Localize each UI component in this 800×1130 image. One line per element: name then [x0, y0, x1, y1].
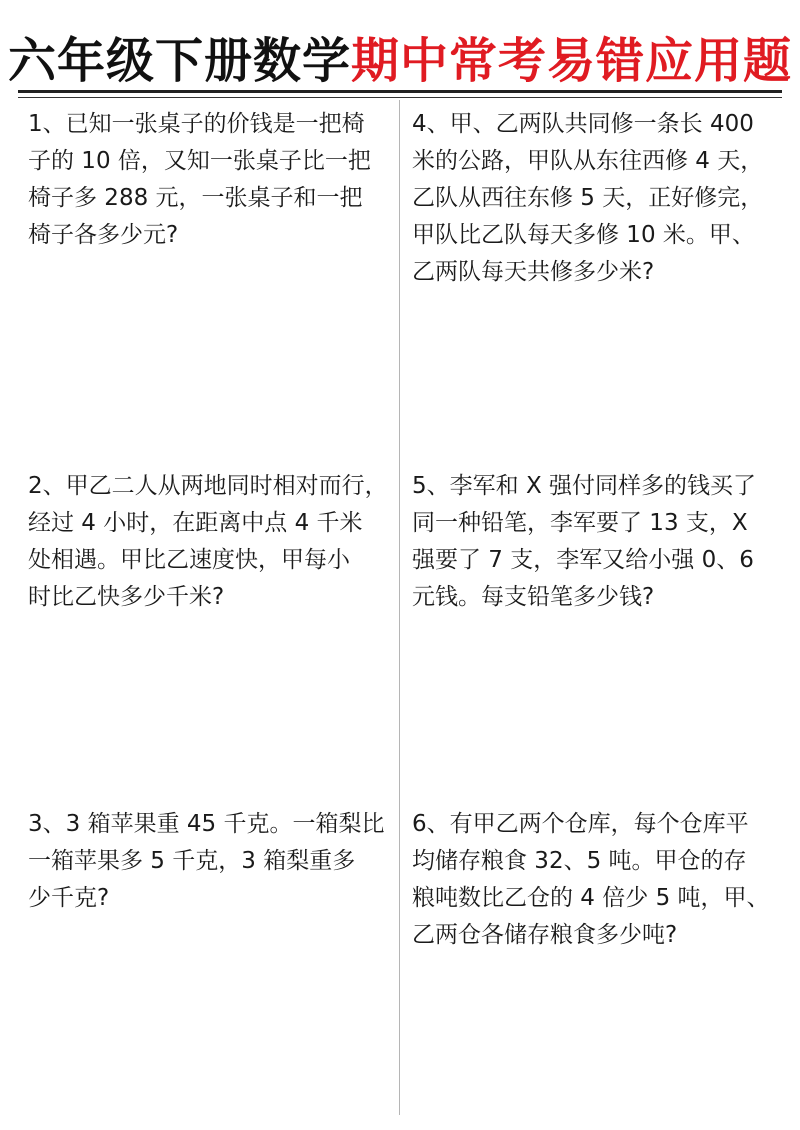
problem-line: 时比乙快多少千米? — [28, 584, 225, 610]
problem-4 — [412, 106, 763, 291]
problem-line: 子的 10 倍，又知一张桌子比一把 — [28, 148, 371, 174]
page-title — [0, 30, 800, 92]
problem-line: 米的公路，甲队从东往西修 4 天， — [412, 148, 764, 174]
problem-line: 经过 4 小时，在距离中点 4 千米 — [28, 510, 363, 536]
problem-line: 甲队比乙队每天多修 10 米。甲、 — [412, 222, 755, 248]
page-title-black-part: 六年级下册数学 — [7, 33, 351, 89]
problem-5 — [412, 468, 756, 616]
problem-line: 乙两队每天共修多少米? — [412, 259, 655, 285]
problem-6 — [412, 806, 770, 954]
problem-line: 乙队从西往东修 5 天，正好修完， — [412, 185, 764, 211]
problem-line: 1、已知一张桌子的价钱是一把椅 — [28, 111, 365, 137]
problem-line: 少千克? — [28, 885, 110, 911]
problem-line: 粮吨数比乙仓的 4 倍少 5 吨，甲、 — [412, 885, 770, 911]
problem-line: 椅子各多少元? — [28, 222, 179, 248]
page-title-red-part: 期中常考易错应用题 — [351, 33, 793, 89]
problem-line: 2、甲乙二人从两地同时相对而行， — [28, 473, 388, 499]
title-underline-thick — [18, 90, 782, 93]
problem-1 — [28, 106, 371, 254]
problem-line: 3、3 箱苹果重 45 千克。一箱梨比 — [28, 811, 385, 837]
problem-line: 处相遇。甲比乙速度快，甲每小 — [28, 547, 350, 573]
title-underline-thin — [18, 97, 782, 98]
problem-line: 乙两仓各储存粮食多少吨? — [412, 922, 678, 948]
problem-line: 均储存粮食 32、5 吨。甲仓的存 — [412, 848, 747, 874]
problem-2 — [28, 468, 388, 616]
problem-line: 元钱。每支铅笔多少钱? — [412, 584, 655, 610]
column-divider — [399, 100, 400, 1115]
problem-3 — [28, 806, 384, 917]
problem-line: 一箱苹果多 5 千克，3 箱梨重多 — [28, 848, 356, 874]
problem-line: 4、甲、乙两队共同修一条长 400 — [412, 111, 754, 137]
problem-line: 同一种铅笔，李军要了 13 支，X — [412, 510, 748, 536]
problem-line: 5、李军和 X 强付同样多的钱买了 — [412, 473, 757, 499]
problem-line: 椅子多 288 元，一张桌子和一把 — [28, 185, 363, 211]
problem-line: 6、有甲乙两个仓库，每个仓库平 — [412, 811, 749, 837]
problem-line: 强要了 7 支，李军又给小强 0、6 — [412, 547, 754, 573]
